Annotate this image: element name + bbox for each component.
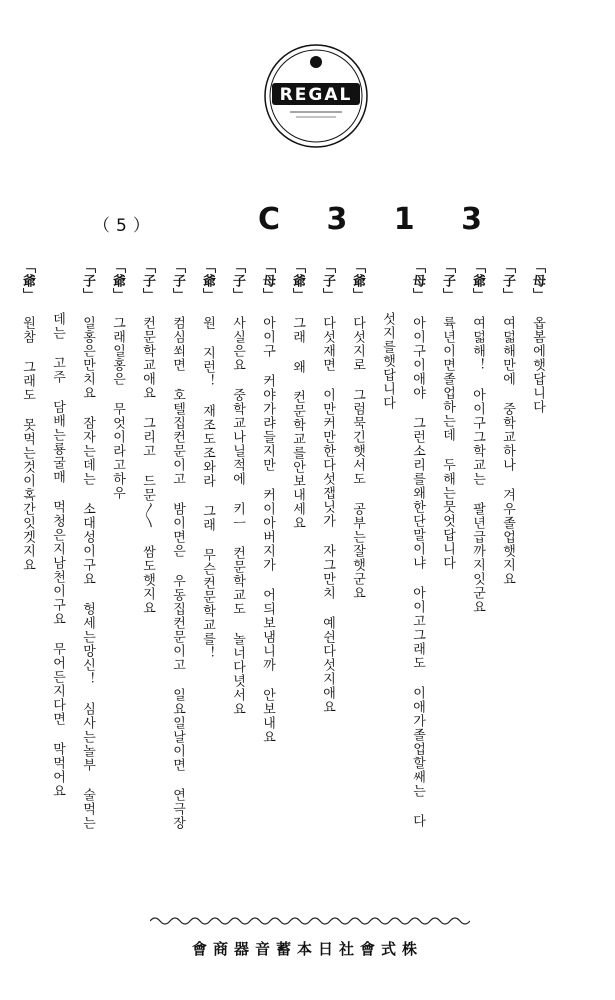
speaker-tag: 「子」 [500, 260, 515, 302]
speech-text: 원참 그래도 못먹는것이혹간잇겟지요 [20, 316, 35, 572]
dialogue-line [222, 260, 252, 905]
dialogue-line [282, 260, 312, 905]
speaker-tag: 「爺」 [20, 260, 35, 302]
company-name: 會商器音蓄本日社會式株 [191, 940, 423, 958]
dialogue-line [192, 260, 222, 905]
speech-text: 그래일홍은 무엇이라고하우 [110, 316, 125, 500]
dialogue-line [252, 260, 282, 905]
speaker-tag: 「爺」 [350, 260, 365, 302]
dialogue-line [402, 260, 432, 905]
speaker-tag: 「爺」 [110, 260, 125, 302]
dialogue-line [462, 260, 492, 905]
speaker-tag: 「子」 [140, 260, 155, 302]
dialogue-line [102, 260, 132, 905]
speech-text: 그래 왜 컨문학교를안보내세요 [290, 316, 305, 530]
dialogue-line-continued [372, 312, 402, 905]
speech-text: 컴심쐬면 호텔집컨문이고 밤이면은 우동집컨문이고 일요일날이면 연극장 [170, 316, 185, 830]
dialogue-line [12, 260, 42, 905]
dialogue-line [72, 260, 102, 905]
speech-text: 데는 고주 담배는룡굴매 먹청은지남천이구요 무어든지다면 막먹어요 [50, 312, 65, 798]
dialogue-line [432, 260, 462, 905]
speech-text: 일홍은만치요 잠자는데는 소대성이구요 헝세는망신！ 심사는놀부 술먹는 [80, 316, 95, 830]
regal-label-logo [262, 42, 370, 150]
speaker-tag: 「子」 [440, 260, 455, 302]
speaker-tag: 「子」 [230, 260, 245, 302]
dialogue-lines [20, 260, 552, 905]
speaker-tag: 「母」 [260, 260, 275, 302]
dialogue-line [522, 260, 552, 905]
dialogue-line [132, 260, 162, 905]
speaker-tag: 「母」 [530, 260, 545, 302]
speaker-tag: 「爺」 [290, 260, 305, 302]
speaker-tag: 「子」 [320, 260, 335, 302]
logo-brand-text: REGAL [279, 85, 353, 105]
speech-text: 다섯지로 그럼묵긴햇서도 공부는잘햇군요 [350, 316, 365, 600]
dialogue-line [312, 260, 342, 905]
speech-text: 사실은요 중학교나닐적에 키ㅡ 컨문학교도 놀너다녓서요 [230, 316, 245, 716]
speech-text: 여덟해만에 중학교하나 겨우졸업햇지요 [500, 316, 515, 586]
speaker-tag: 「爺」 [200, 260, 215, 302]
speech-text: 아이구 커야가랴들지만 커이아버지가 어듸보냄니까 안보내요 [260, 316, 275, 744]
speech-text: 다섯재면 이만커만한다섯잽닛가 자그만치 예쉰다섯지애요 [320, 316, 335, 714]
dialogue-line-continued [42, 312, 72, 905]
dialogue-line [492, 260, 522, 905]
dialogue-line [342, 260, 372, 905]
wavy-divider [150, 915, 470, 927]
page-number: （5） [93, 216, 156, 236]
wavy-line-icon [150, 915, 470, 927]
speech-text: 컨문학교애요 그리고 드문〱 쌈도햇지요 [140, 316, 155, 615]
dialogue-line [162, 260, 192, 905]
catalog-number: C 3 1 3 [258, 202, 500, 237]
speaker-tag: 「爺」 [470, 260, 485, 302]
speech-text: 여덟해！ 아이구그학교는 팔년급까지잇군요 [470, 316, 485, 614]
speech-text: 옵봄에햇답니다 [530, 316, 545, 414]
speech-text: 원 지런！ 재조도조와라 그래 무슨컨문학교를！ [200, 316, 215, 660]
speech-text: 아이구이애야 그런소리를왜한단말이냐 아이고그래도 이애가졸업할쌔는 다 [410, 316, 425, 828]
speaker-tag: 「子」 [80, 260, 95, 302]
speaker-tag: 「子」 [170, 260, 185, 302]
record-label-icon [262, 42, 370, 150]
speaker-tag: 「母」 [410, 260, 425, 302]
speech-text: 륙년이면졸업하는데 두해는뭇엇답니다 [440, 316, 455, 570]
speech-text: 섯지를햇답니다 [380, 312, 395, 410]
